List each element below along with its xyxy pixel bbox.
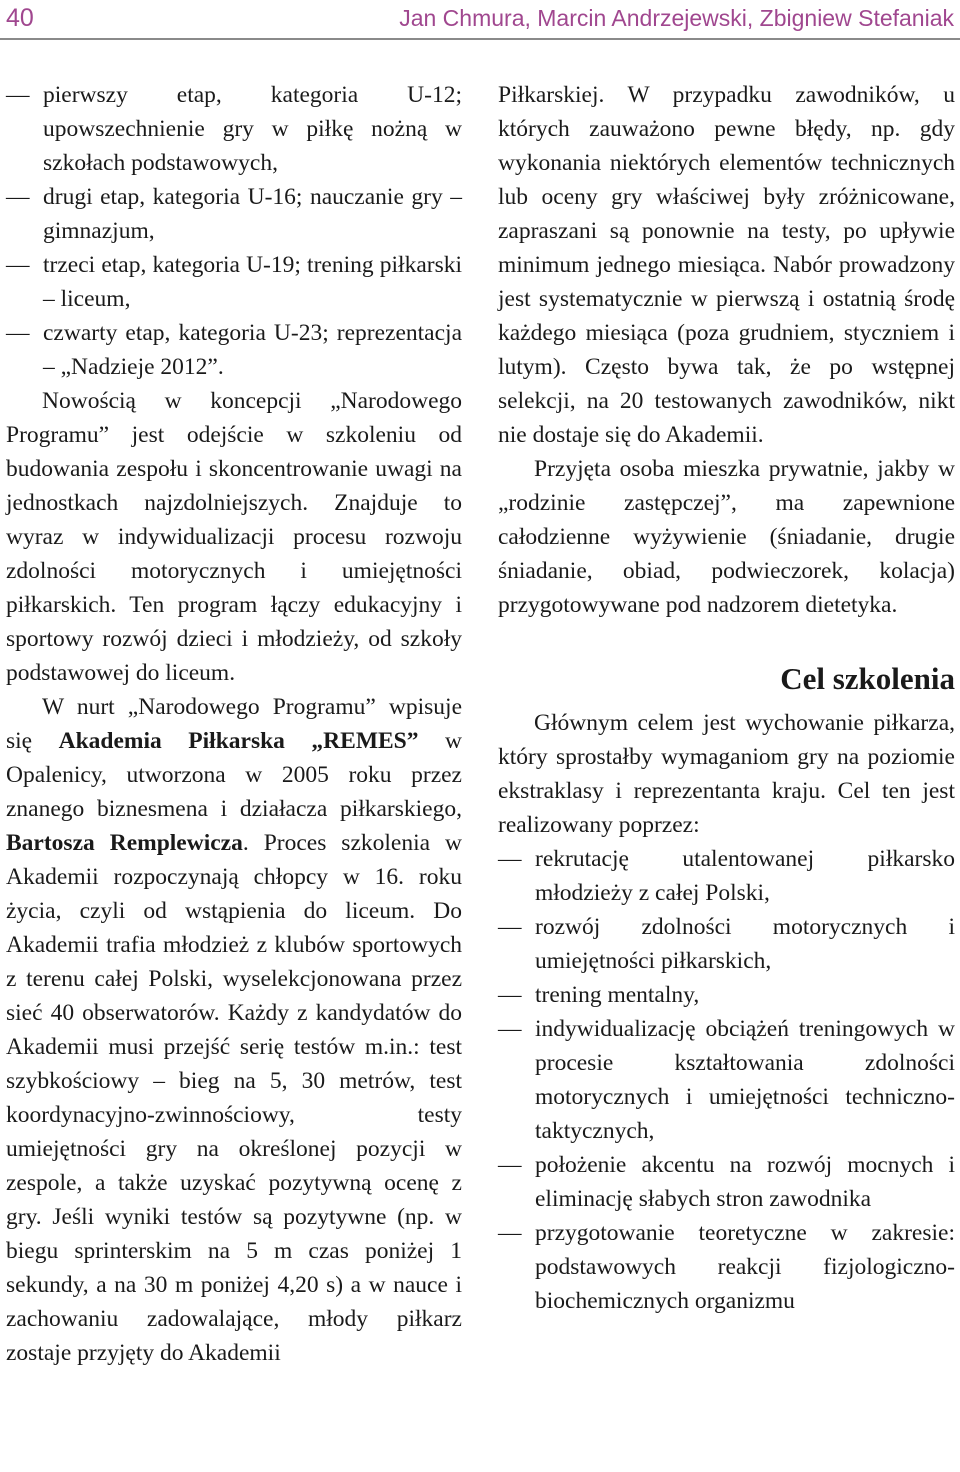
paragraph-academy-remes: W nurt „Narodowego Programu” wpisuje się Akademia Piłkarska „REMES” w Opalenicy, utworzona w 2005 roku przez znanego biznesmena i działacza piłkarskiego, Bartosza Remplewicza. Proces szkolenia w Akademii rozpoczynają chłopcy w 16. roku życia, czyli od wstąpienia do liceum. Do Akademii trafia młodzież z klubów sportowych z terenu całej Polski, wyselekcjonowana przez sieć 40 obserwatorów. Każdy z kandydatów do Akademii musi przejść serię testów m.in.: test szybkościowy – bieg na 5, 30 metrów, test koordynacyjno-zwinnościowy, testy umiejętności gry na określonej pozycji w zespole, a także uzyskać pozytywną ocenę z gry. Jeśli wyniki testów są pozytywne (np. w biegu sprinterskim na 5 m czas poniżej 1 sekundy, a na 30 m poniżej 4,20 s) a w nauce i zachowaniu zadowalające, młody piłkarz zostaje przyjęty do Akademii bbox=[6, 694, 462, 1366]
dash-bullet: — bbox=[498, 1016, 522, 1042]
paragraph-accommodation: Przyjęta osoba mieszka prywatnie, jakby w „rodzinie zastępczej”, ma zapewnione całodzienne wyżywienie (śniadanie, drugie śniadanie, obiad, podwieczorek, kolacja) przygotowywane pod nadzorem dietetyka. bbox=[498, 456, 955, 618]
section-heading: Cel szkolenia bbox=[780, 661, 955, 696]
list-item: — trening mentalny, bbox=[498, 978, 955, 1012]
list-item: — indywidualizację obciążeń treningowych w procesie kształtowania zdolności motorycznych i umiejętności techniczno-taktycznych, bbox=[498, 1012, 955, 1148]
paragraph-main-goal: Głównym celem jest wychowanie piłkarza, który sprostałby wymaganiom gry na poziomie ekstraklasy i reprezentanta kraju. Cel ten jest realizowany poprzez: bbox=[498, 710, 955, 838]
list-item: — pierwszy etap, kategoria U-12; upowszechnienie gry w piłkę nożną w szkołach podstawowych, bbox=[6, 78, 462, 180]
list-item: — rozwój zdolności motorycznych i umiejętności piłkarskich, bbox=[498, 910, 955, 978]
dash-bullet: — bbox=[498, 846, 522, 872]
founder-name: Bartosza Remplewicza bbox=[6, 830, 243, 856]
list-item: — rekrutację utalentowanej piłkarsko młodzieży z całej Polski, bbox=[498, 842, 955, 910]
paragraph-programme-novelty: Nowością w koncepcji „Narodowego Programu” jest odejście w szkoleniu od budowania zespołu i skoncentrowanie uwagi na jednostkach najzdolniejszych. Znajduje to wyraz w indywidualizacji procesu rozwoju zdolności motorycznych i umiejętności piłkarskich. Ten program łączy edukacyjny i sportowy rozwój dzieci i młodzieży, od szkoły podstawowej do liceum. bbox=[6, 388, 462, 686]
dash-bullet: — bbox=[498, 1152, 522, 1178]
dash-bullet: — bbox=[498, 914, 522, 940]
stages-list bbox=[6, 78, 462, 384]
running-head-authors: Jan Chmura, Marcin Andrzejewski, Zbigniew Stefaniak bbox=[399, 5, 954, 31]
page-number: 40 bbox=[6, 4, 34, 32]
list-item: — drugi etap, kategoria U-16; nauczanie gry – gimnazjum, bbox=[6, 180, 462, 248]
list-item: — położenie akcentu na rozwój mocnych i eliminację słabych stron zawodnika bbox=[498, 1148, 955, 1216]
list-item: — czwarty etap, kategoria U-23; reprezentacja – „Nadzieje 2012”. bbox=[6, 316, 462, 384]
goals-list bbox=[498, 842, 955, 1318]
academy-name: Akademia Piłkarska „REMES” bbox=[58, 728, 419, 754]
dash-bullet: — bbox=[6, 82, 30, 108]
left-column bbox=[6, 78, 462, 1370]
dash-bullet: — bbox=[6, 252, 30, 278]
list-item: — przygotowanie teoretyczne w zakresie: podstawowych reakcji fizjologiczno-biochemicznych organizmu bbox=[498, 1216, 955, 1318]
dash-bullet: — bbox=[6, 184, 30, 210]
page-header bbox=[0, 0, 960, 38]
header-rule bbox=[0, 38, 960, 40]
dash-bullet: — bbox=[498, 982, 522, 1008]
dash-bullet: — bbox=[498, 1220, 522, 1246]
paragraph-continued: Piłkarskiej. W przypadku zawodników, u których zauważono pewne błędy, np. gdy wykonania niektórych elementów technicznych lub oceny gry właściwej były zróżnicowane, zapraszani są ponownie na testy, po upływie minimum jednego miesiąca. Nabór prowadzony jest systematycznie w pierwszą i ostatnią środę każdego miesiąca (poza grudniem, styczniem i lutym). Często bywa tak, że po wstępnej selekcji, na 20 testowanych zawodników, nikt nie dostaje się do Akademii. bbox=[498, 82, 955, 448]
right-column bbox=[498, 78, 955, 1318]
dash-bullet: — bbox=[6, 320, 30, 346]
list-item: — trzeci etap, kategoria U-19; trening piłkarski – liceum, bbox=[6, 248, 462, 316]
